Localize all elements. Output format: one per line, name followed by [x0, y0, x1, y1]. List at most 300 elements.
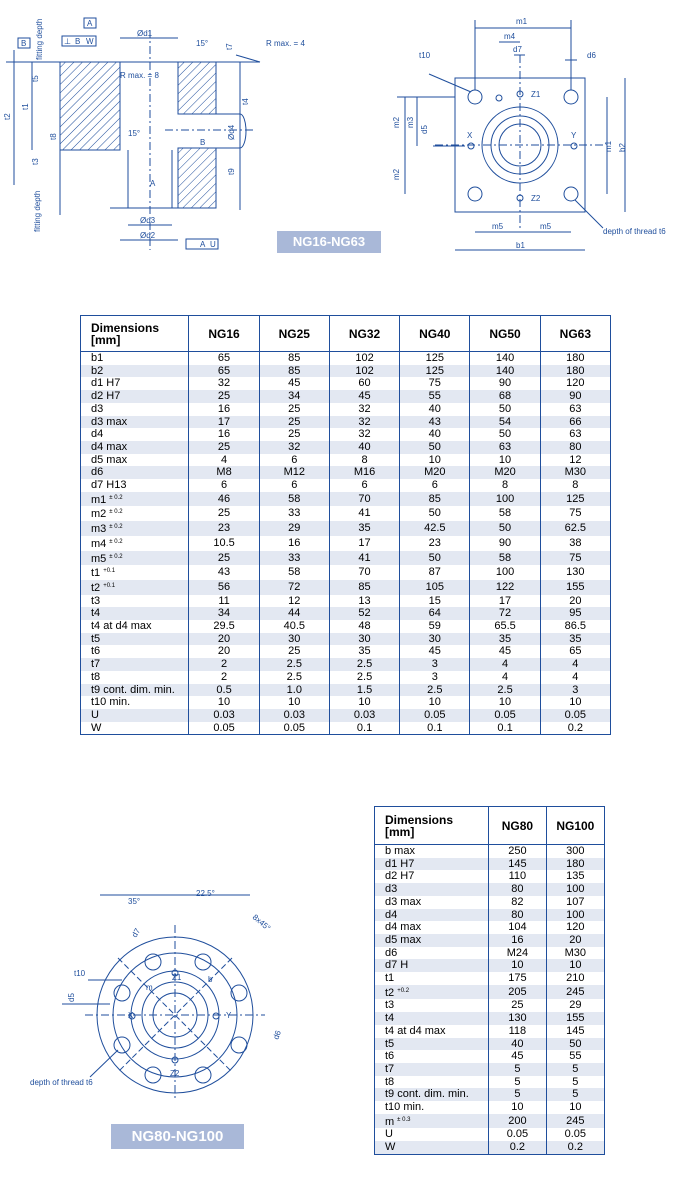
cell-value: 65.5 — [470, 620, 540, 633]
cell-value: 0.05 — [189, 722, 259, 735]
cell-value: 4 — [189, 454, 259, 467]
cell-value: 68 — [470, 390, 540, 403]
row-label: t4 — [81, 607, 189, 620]
label-35deg: 35° — [128, 897, 141, 906]
cell-value: 65 — [540, 645, 610, 658]
cell-value: 72 — [470, 607, 540, 620]
cell-value: 0.03 — [189, 709, 259, 722]
cell-value: 35 — [329, 521, 399, 536]
label-b2: b2 — [618, 143, 627, 152]
cell-value: 0.05 — [489, 1128, 547, 1141]
cell-value: M30 — [540, 466, 610, 479]
cell-value: 52 — [329, 607, 399, 620]
table-row — [81, 607, 611, 620]
cell-value: 45 — [489, 1050, 547, 1063]
cell-value: 72 — [259, 580, 329, 595]
cell-value: 80 — [489, 909, 547, 922]
table1-col-header: NG63 — [540, 316, 610, 352]
tolerance-sup: +0.2 — [397, 987, 410, 994]
row-label: t9 cont. dim. min. — [375, 1088, 489, 1101]
cell-value: 102 — [329, 352, 399, 365]
cell-value: 155 — [546, 1012, 604, 1025]
cell-value: 4 — [470, 671, 540, 684]
cell-value: 33 — [259, 506, 329, 521]
cell-value: 10 — [400, 454, 470, 467]
row-label: t4 — [375, 1012, 489, 1025]
cell-value: 32 — [329, 403, 399, 416]
row-label: t6 — [385, 1050, 395, 1063]
label-m: m — [146, 983, 153, 992]
label-t1: t1 — [21, 103, 30, 110]
port-pattern-drawing-ng16-ng63 — [375, 0, 675, 260]
cell-value: 50 — [400, 551, 470, 566]
cell-value: 180 — [540, 352, 610, 365]
table-row — [375, 1088, 605, 1101]
cell-value: 20 — [546, 934, 604, 947]
row-label: W — [375, 1141, 489, 1154]
cell-value: 85 — [259, 365, 329, 378]
cell-value: 0.1 — [400, 722, 470, 735]
table-row — [81, 696, 611, 709]
cell-value: 75 — [540, 551, 610, 566]
cell-value: 10 — [259, 696, 329, 709]
table1-col-header: NG50 — [470, 316, 540, 352]
cell-value: 100 — [546, 883, 604, 896]
table-row — [81, 595, 611, 608]
cell-value: 60 — [329, 377, 399, 390]
row-label: t10 min. — [91, 696, 131, 709]
label-y: Y — [571, 131, 577, 140]
cell-value: 17 — [329, 536, 399, 551]
row-label: d3 — [375, 883, 489, 896]
label-t3: t3 — [31, 158, 40, 165]
table-row — [81, 722, 611, 735]
row-label: t7 — [81, 658, 189, 671]
cell-value: 210 — [546, 972, 604, 985]
cell-value: 80 — [489, 883, 547, 896]
table-row — [81, 390, 611, 403]
table1-col-header: NG16 — [189, 316, 259, 352]
label-m2-top: m2 — [392, 116, 401, 128]
label-d6: d6 — [587, 51, 596, 60]
cell-value: 12 — [540, 454, 610, 467]
cell-value: 10 — [470, 696, 540, 709]
cell-value: 48 — [329, 620, 399, 633]
table-row — [375, 972, 605, 985]
cell-value: 6 — [400, 479, 470, 492]
row-label: m4 $^{\pm 0.2}$ — [91, 537, 123, 550]
cell-value: 35 — [470, 633, 540, 646]
label-rmax8: R max. = 8 — [120, 71, 159, 80]
cell-value: 30 — [259, 633, 329, 646]
cell-value: 5 — [489, 1076, 547, 1089]
label-t4: t4 — [241, 98, 250, 105]
row-label: d4 — [91, 428, 104, 441]
label-b: b — [208, 975, 213, 984]
cell-value: 10 — [540, 696, 610, 709]
cell-value: 25 — [259, 428, 329, 441]
cell-value: 66 — [540, 416, 610, 429]
cell-value: 40 — [489, 1038, 547, 1051]
cell-value: 5 — [546, 1088, 604, 1101]
tolerance-sup: ± 0.2 — [109, 494, 123, 501]
cell-value: 10.5 — [189, 536, 259, 551]
cell-value: 105 — [400, 580, 470, 595]
cell-value: 11 — [189, 595, 259, 608]
tolerance-sup: +0.1 — [103, 568, 116, 575]
row-label: t2 $^{+0.1}$ — [81, 580, 189, 595]
cell-value: 10 — [546, 1101, 604, 1114]
table-row — [375, 1050, 605, 1063]
row-label: d5 max — [91, 453, 128, 466]
cell-value: M12 — [259, 466, 329, 479]
cell-value: 55 — [400, 390, 470, 403]
cell-value: 145 — [546, 1025, 604, 1038]
cell-value: 25 — [189, 390, 259, 403]
cell-value: 65 — [189, 365, 259, 378]
cell-value: 100 — [546, 909, 604, 922]
cell-value: 20 — [540, 595, 610, 608]
row-label: m3 $^{\pm 0.2}$ — [81, 521, 189, 536]
label-fitting-depth-bottom: fitting depth — [33, 190, 42, 232]
row-label: m2 $^{\pm 0.2}$ — [91, 508, 123, 521]
row-label: d3 max — [385, 895, 422, 908]
table-row — [375, 1128, 605, 1141]
table2-col-header: NG80 — [489, 807, 547, 845]
cell-value: 40 — [400, 428, 470, 441]
row-label: b2 — [81, 365, 189, 378]
cell-value: 90 — [470, 377, 540, 390]
label-t2: t2 — [3, 113, 12, 120]
cell-value: 10 — [329, 696, 399, 709]
cell-value: 63 — [470, 441, 540, 454]
table-row — [375, 947, 605, 960]
cell-value: 40 — [329, 441, 399, 454]
label-b: B — [75, 37, 81, 46]
tolerance-sup: ± 0.2 — [109, 524, 123, 531]
row-label: t5 — [375, 1038, 489, 1051]
row-label: d3 max — [81, 416, 189, 429]
cell-value: M24 — [489, 947, 547, 960]
cell-value: 102 — [329, 365, 399, 378]
row-label: U — [81, 709, 189, 722]
cell-value: 42.5 — [400, 521, 470, 536]
cell-value: 75 — [540, 506, 610, 521]
cell-value: 29.5 — [189, 620, 259, 633]
label-b1: b1 — [516, 241, 525, 250]
cell-value: 85 — [259, 352, 329, 365]
cell-value: 34 — [259, 390, 329, 403]
cell-value: 58 — [470, 506, 540, 521]
cell-value: 0.05 — [540, 709, 610, 722]
row-label: d6 — [81, 466, 189, 479]
row-label: t7 — [375, 1063, 489, 1076]
cell-value: 50 — [400, 441, 470, 454]
label-sym-u: U — [210, 240, 216, 249]
table-row — [375, 909, 605, 922]
cell-value: 40.5 — [259, 620, 329, 633]
row-label: d1 H7 — [375, 858, 489, 871]
cell-value: 100 — [470, 492, 540, 507]
cell-value: 245 — [546, 985, 604, 1000]
cell-value: 107 — [546, 896, 604, 909]
cell-value: 63 — [540, 428, 610, 441]
cell-value: 125 — [540, 492, 610, 507]
cell-value: 180 — [540, 365, 610, 378]
cell-value: 10 — [489, 959, 547, 972]
cell-value: 65 — [189, 352, 259, 365]
cell-value: 5 — [546, 1076, 604, 1089]
row-label: t9 cont. dim. min. — [81, 684, 189, 697]
cell-value: 70 — [329, 565, 399, 580]
cell-value: 8 — [470, 479, 540, 492]
table-row — [81, 479, 611, 492]
cell-value: 118 — [489, 1025, 547, 1038]
table2-header-dimensions: Dimensions [mm] — [375, 807, 489, 845]
cell-value: 32 — [189, 377, 259, 390]
table-row — [81, 403, 611, 416]
table-row — [81, 466, 611, 479]
cell-value: 135 — [546, 870, 604, 883]
cell-value: 0.1 — [470, 722, 540, 735]
cell-value: M16 — [329, 466, 399, 479]
label-x: X — [467, 131, 473, 140]
cell-value: 25 — [189, 506, 259, 521]
row-label: d5 max — [375, 934, 489, 947]
cell-value: 6 — [189, 479, 259, 492]
table-row — [81, 684, 611, 697]
table-row — [375, 985, 605, 1000]
cell-value: 5 — [546, 1063, 604, 1076]
cell-value: 64 — [400, 607, 470, 620]
cell-value: 0.2 — [546, 1141, 604, 1154]
table-row — [375, 1063, 605, 1076]
cell-value: 8 — [329, 454, 399, 467]
cell-value: 0.5 — [189, 684, 259, 697]
table-row — [81, 377, 611, 390]
table-row — [81, 658, 611, 671]
cell-value: 62.5 — [540, 521, 610, 536]
label-m3: m3 — [406, 116, 415, 128]
cell-value: 125 — [400, 352, 470, 365]
label-t8: t8 — [49, 133, 58, 140]
label-z1: Z1 — [172, 973, 182, 982]
table-row — [81, 709, 611, 722]
cell-value: 38 — [540, 536, 610, 551]
cell-value: 0.05 — [259, 722, 329, 735]
cell-value: 86.5 — [540, 620, 610, 633]
row-label: d7 H13 — [91, 479, 127, 492]
cell-value: 33 — [259, 551, 329, 566]
table-row — [81, 565, 611, 580]
cell-value: 70 — [329, 492, 399, 507]
cell-value: 46 — [189, 492, 259, 507]
cell-value: 30 — [400, 633, 470, 646]
label-t10: t10 — [419, 51, 431, 60]
cell-value: 30 — [329, 633, 399, 646]
label-z1: Z1 — [531, 90, 541, 99]
cell-value: 15 — [400, 595, 470, 608]
label-a-box: A — [87, 19, 93, 28]
cell-value: 25 — [259, 416, 329, 429]
cell-value: 10 — [546, 959, 604, 972]
cell-value: 6 — [259, 479, 329, 492]
cell-value: 0.03 — [259, 709, 329, 722]
cell-value: M20 — [470, 466, 540, 479]
cell-value: 16 — [189, 428, 259, 441]
cell-value: 10 — [489, 1101, 547, 1114]
cell-value: 54 — [470, 416, 540, 429]
label-t5: t5 — [31, 75, 40, 82]
cell-value: 180 — [546, 858, 604, 871]
cell-value: 2.5 — [259, 671, 329, 684]
cell-value: 50 — [470, 521, 540, 536]
cell-value: 5 — [489, 1063, 547, 1076]
row-label: d1 H7 — [91, 377, 121, 390]
label-sym-a: A — [200, 240, 206, 249]
table-row — [375, 999, 605, 1012]
label-b-port: B — [200, 138, 206, 147]
label-m5-right: m5 — [540, 222, 552, 231]
cell-value: 120 — [540, 377, 610, 390]
table-row — [375, 845, 605, 858]
cell-value: 16 — [489, 934, 547, 947]
label-22-5deg: 22.5° — [196, 889, 215, 898]
cell-value: 25 — [189, 441, 259, 454]
tolerance-sup: ± 0.3 — [397, 1116, 411, 1123]
label-perp: ⊥ — [64, 37, 71, 46]
table-row — [375, 1141, 605, 1154]
table1-header-dimensions: Dimensions [mm] — [81, 316, 189, 352]
table1-col-header: NG40 — [400, 316, 470, 352]
cell-value: 20 — [189, 633, 259, 646]
cell-value: 45 — [329, 390, 399, 403]
cell-value: 25 — [489, 999, 547, 1012]
cell-value: 45 — [470, 645, 540, 658]
cell-value: 2.5 — [329, 658, 399, 671]
table-row — [81, 365, 611, 378]
row-label: t6 — [91, 645, 101, 658]
table-row — [81, 428, 611, 441]
label-m5-left: m5 — [492, 222, 504, 231]
label-z2: Z2 — [531, 194, 541, 203]
label-z2: Z2 — [170, 1069, 180, 1078]
cell-value: 2.5 — [329, 671, 399, 684]
cell-value: 0.05 — [470, 709, 540, 722]
cell-value: 41 — [329, 551, 399, 566]
cell-value: 3 — [400, 671, 470, 684]
cell-value: 250 — [489, 845, 547, 858]
row-label: t3 — [91, 594, 101, 607]
table-row — [375, 934, 605, 947]
row-label: d7 H — [375, 959, 489, 972]
cell-value: 120 — [546, 921, 604, 934]
table-row — [81, 645, 611, 658]
cell-value: 6 — [329, 479, 399, 492]
cell-value: 130 — [540, 565, 610, 580]
port-pattern-drawing-ng80-ng100 — [0, 880, 300, 1100]
cell-value: 5 — [489, 1088, 547, 1101]
cell-value: 110 — [489, 870, 547, 883]
table-row — [81, 551, 611, 566]
table-row — [375, 1101, 605, 1114]
table-row — [375, 921, 605, 934]
cell-value: 2 — [189, 658, 259, 671]
table2-col-header: NG100 — [546, 807, 604, 845]
cell-value: 63 — [540, 403, 610, 416]
label-x: X — [128, 1011, 134, 1020]
label-t10: t10 — [74, 969, 86, 978]
dimensions-table-ng80-ng100 — [374, 806, 605, 1155]
table-row — [81, 441, 611, 454]
row-label: m1 $^{\pm 0.2}$ — [81, 492, 189, 507]
tolerance-sup: ± 0.2 — [109, 553, 123, 560]
row-label: d2 H7 — [81, 390, 189, 403]
cell-value: 200 — [489, 1114, 547, 1129]
cell-value: 1.0 — [259, 684, 329, 697]
label-t9: t9 — [227, 168, 236, 175]
row-label: t1 — [385, 972, 395, 985]
table-row — [375, 896, 605, 909]
label-m4: m4 — [504, 32, 516, 41]
cell-value: 59 — [400, 620, 470, 633]
cell-value: 10 — [189, 696, 259, 709]
label-d5: d5 — [67, 993, 76, 1002]
row-label: t2 $^{+0.2}$ — [375, 985, 489, 1000]
cell-value: 40 — [400, 403, 470, 416]
cell-value: 23 — [400, 536, 470, 551]
cell-value: 10 — [400, 696, 470, 709]
label-8x45deg: 8x45° — [250, 912, 273, 933]
table-row — [81, 671, 611, 684]
cell-value: 2.5 — [400, 684, 470, 697]
cell-value: 2.5 — [259, 658, 329, 671]
label-depth-thread-t6: depth of thread t6 — [603, 227, 666, 236]
cell-value: 140 — [470, 352, 540, 365]
cell-value: 8 — [540, 479, 610, 492]
cell-value: 155 — [540, 580, 610, 595]
cell-value: 82 — [489, 896, 547, 909]
cell-value: 125 — [400, 365, 470, 378]
row-label: b1 — [91, 352, 104, 364]
cell-value: 55 — [546, 1050, 604, 1063]
cell-value: 3 — [540, 684, 610, 697]
cell-value: 75 — [400, 377, 470, 390]
table-row — [81, 521, 611, 536]
cell-value: 13 — [329, 595, 399, 608]
cell-value: M30 — [546, 947, 604, 960]
cell-value: 16 — [189, 403, 259, 416]
label-t7: t7 — [225, 43, 234, 50]
cell-value: 6 — [259, 454, 329, 467]
cell-value: 29 — [546, 999, 604, 1012]
label-b-box: B — [21, 39, 27, 48]
cell-value: 0.05 — [546, 1128, 604, 1141]
cell-value: 29 — [259, 521, 329, 536]
cell-value: 205 — [489, 985, 547, 1000]
table-row — [81, 506, 611, 521]
cell-value: 50 — [470, 403, 540, 416]
row-label: t4 at d4 max — [385, 1024, 446, 1037]
row-label: t4 at d4 max — [91, 620, 152, 633]
label-y: Y — [226, 1011, 232, 1020]
cell-value: 2 — [189, 671, 259, 684]
table-row — [81, 620, 611, 633]
cell-value: 43 — [189, 565, 259, 580]
label-d5: d5 — [420, 125, 429, 134]
cell-value: 4 — [540, 671, 610, 684]
cell-value: 4 — [470, 658, 540, 671]
